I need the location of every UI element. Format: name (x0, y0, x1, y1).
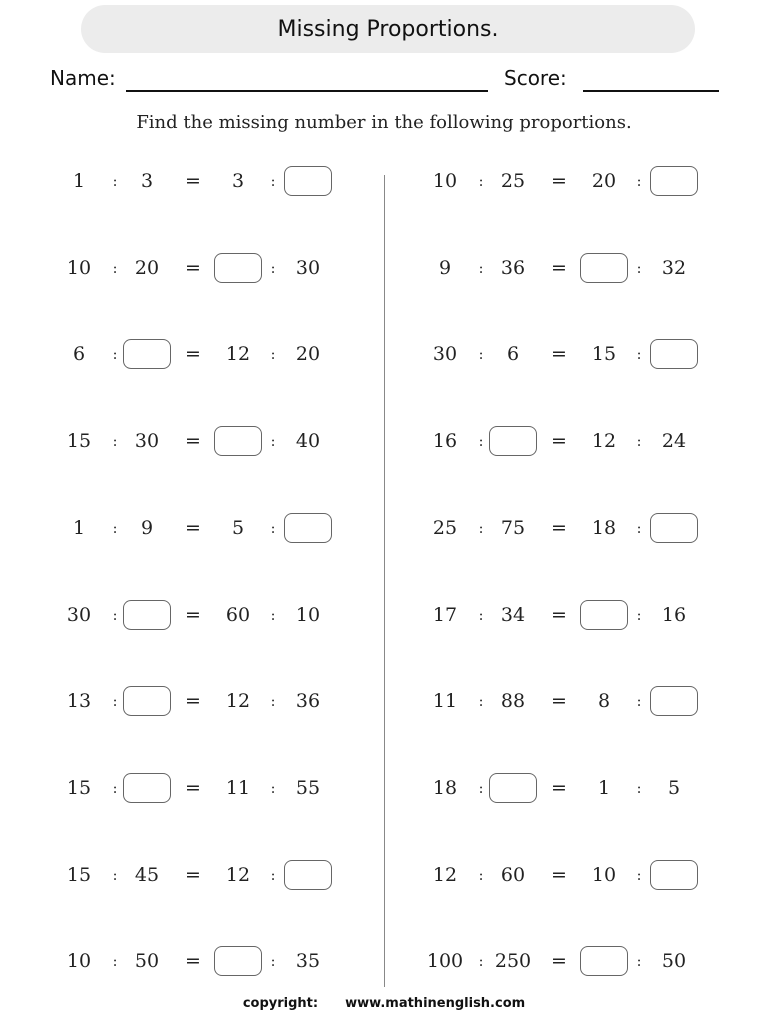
ratio-term: 15 (66, 430, 92, 453)
ratio-term: 12 (591, 430, 617, 453)
answer-box[interactable] (650, 860, 698, 890)
ratio-term: 3 (231, 170, 245, 192)
ratio-colon: : (112, 605, 118, 624)
ratio-colon: : (112, 865, 118, 884)
ratio-term: 30 (66, 603, 92, 626)
ratio-term: 12 (225, 863, 251, 886)
answer-box[interactable] (284, 513, 332, 543)
ratio-colon: : (478, 432, 484, 451)
ratio-colon: : (270, 865, 276, 884)
ratio-colon: : (270, 345, 276, 364)
ratio-colon: : (478, 952, 484, 971)
ratio-term: 11 (225, 776, 251, 799)
ratio-term: 1 (72, 170, 86, 192)
ratio-term: 15 (66, 863, 92, 886)
answer-box[interactable] (650, 339, 698, 369)
ratio-term: 20 (134, 256, 160, 279)
instructions: Find the missing number in the following proportions. (136, 112, 632, 133)
ratio-term: 25 (500, 170, 526, 192)
ratio-term: 25 (432, 516, 458, 539)
ratio-term: 50 (134, 950, 160, 973)
ratio-colon: : (636, 258, 642, 277)
ratio-colon: : (112, 692, 118, 711)
ratio-term: 1 (72, 516, 86, 539)
equals-sign: = (185, 256, 201, 279)
ratio-term: 75 (500, 516, 526, 539)
ratio-term: 88 (500, 690, 526, 713)
ratio-colon: : (270, 518, 276, 537)
ratio-term: 32 (661, 256, 687, 279)
answer-box[interactable] (214, 253, 262, 283)
equals-sign: = (185, 776, 201, 799)
ratio-term: 30 (432, 343, 458, 366)
equals-sign: = (185, 170, 201, 192)
answer-box[interactable] (580, 600, 628, 630)
ratio-colon: : (112, 518, 118, 537)
ratio-colon: : (478, 865, 484, 884)
worksheet-title (81, 5, 695, 53)
ratio-colon: : (636, 518, 642, 537)
ratio-term: 1 (597, 776, 611, 799)
equals-sign: = (551, 863, 567, 886)
ratio-term: 6 (72, 343, 86, 366)
ratio-term: 16 (432, 430, 458, 453)
ratio-colon: : (636, 952, 642, 971)
ratio-colon: : (112, 258, 118, 277)
answer-box[interactable] (284, 166, 332, 196)
ratio-term: 10 (295, 603, 321, 626)
ratio-term: 100 (426, 950, 464, 973)
score-field-line[interactable] (583, 90, 719, 92)
ratio-term: 18 (432, 776, 458, 799)
equals-sign: = (551, 343, 567, 366)
ratio-term: 40 (295, 430, 321, 453)
ratio-term: 3 (140, 170, 154, 192)
answer-box[interactable] (123, 339, 171, 369)
ratio-colon: : (636, 432, 642, 451)
ratio-term: 16 (661, 603, 687, 626)
ratio-term: 250 (494, 950, 532, 973)
ratio-colon: : (478, 692, 484, 711)
score-label: Score: (504, 66, 567, 90)
ratio-colon: : (636, 865, 642, 884)
ratio-colon: : (112, 432, 118, 451)
ratio-term: 5 (231, 516, 245, 539)
ratio-colon: : (270, 172, 276, 190)
equals-sign: = (185, 603, 201, 626)
ratio-term: 10 (591, 863, 617, 886)
name-score-row (50, 66, 720, 96)
equals-sign: = (185, 343, 201, 366)
ratio-colon: : (636, 345, 642, 364)
footer (0, 996, 768, 1011)
ratio-term: 15 (591, 343, 617, 366)
ratio-colon: : (270, 258, 276, 277)
ratio-colon: : (478, 172, 484, 190)
ratio-term: 18 (591, 516, 617, 539)
ratio-term: 10 (66, 256, 92, 279)
ratio-term: 20 (295, 343, 321, 366)
ratio-term: 10 (432, 170, 458, 192)
ratio-colon: : (636, 692, 642, 711)
ratio-colon: : (270, 605, 276, 624)
ratio-term: 15 (66, 776, 92, 799)
answer-box[interactable] (214, 946, 262, 976)
ratio-term: 34 (500, 603, 526, 626)
answer-box[interactable] (123, 773, 171, 803)
ratio-colon: : (112, 345, 118, 364)
ratio-term: 10 (66, 950, 92, 973)
ratio-term: 45 (134, 863, 160, 886)
equals-sign: = (185, 950, 201, 973)
answer-box[interactable] (650, 166, 698, 196)
copyright-label: copyright: (242, 996, 319, 1011)
ratio-colon: : (636, 605, 642, 624)
equals-sign: = (551, 516, 567, 539)
ratio-colon: : (112, 952, 118, 971)
equals-sign: = (551, 256, 567, 279)
equals-sign: = (185, 430, 201, 453)
ratio-term: 24 (661, 430, 687, 453)
ratio-term: 36 (500, 256, 526, 279)
answer-box[interactable] (214, 426, 262, 456)
copyright-site: www.mathinenglish.com (345, 996, 526, 1011)
answer-box[interactable] (123, 600, 171, 630)
equals-sign: = (551, 603, 567, 626)
ratio-colon: : (478, 258, 484, 277)
answer-box[interactable] (284, 860, 332, 890)
ratio-colon: : (636, 172, 642, 190)
ratio-term: 20 (591, 170, 617, 192)
equals-sign: = (551, 690, 567, 713)
ratio-colon: : (478, 518, 484, 537)
ratio-term: 13 (66, 690, 92, 713)
ratio-term: 12 (432, 863, 458, 886)
name-field-line[interactable] (126, 90, 488, 92)
ratio-term: 30 (134, 430, 160, 453)
answer-box[interactable] (123, 686, 171, 716)
answer-box[interactable] (489, 773, 537, 803)
equals-sign: = (185, 516, 201, 539)
equals-sign: = (551, 776, 567, 799)
ratio-term: 12 (225, 343, 251, 366)
equals-sign: = (551, 430, 567, 453)
ratio-term: 50 (661, 950, 687, 973)
ratio-colon: : (270, 952, 276, 971)
ratio-term: 12 (225, 690, 251, 713)
ratio-term: 9 (140, 516, 154, 539)
ratio-term: 11 (432, 690, 458, 713)
ratio-colon: : (478, 345, 484, 364)
answer-box[interactable] (650, 686, 698, 716)
name-label: Name: (50, 66, 116, 90)
ratio-term: 9 (438, 256, 452, 279)
equals-sign: = (185, 863, 201, 886)
ratio-term: 5 (667, 776, 681, 799)
ratio-term: 8 (597, 690, 611, 713)
ratio-term: 17 (432, 603, 458, 626)
ratio-colon: : (112, 172, 118, 190)
ratio-term: 6 (506, 343, 520, 366)
column-divider (384, 175, 385, 987)
ratio-colon: : (478, 605, 484, 624)
equals-sign: = (551, 950, 567, 973)
ratio-colon: : (270, 778, 276, 797)
answer-box[interactable] (580, 253, 628, 283)
ratio-colon: : (478, 778, 484, 797)
ratio-term: 55 (295, 776, 321, 799)
ratio-term: 60 (225, 603, 251, 626)
ratio-term: 36 (295, 690, 321, 713)
answer-box[interactable] (489, 426, 537, 456)
ratio-colon: : (270, 692, 276, 711)
equals-sign: = (185, 690, 201, 713)
ratio-term: 30 (295, 256, 321, 279)
ratio-colon: : (270, 432, 276, 451)
ratio-colon: : (112, 778, 118, 797)
equals-sign: = (551, 170, 567, 192)
answer-box[interactable] (580, 946, 628, 976)
ratio-term: 60 (500, 863, 526, 886)
ratio-colon: : (636, 778, 642, 797)
title-text: Missing Proportions. (277, 16, 499, 42)
ratio-term: 35 (295, 950, 321, 973)
answer-box[interactable] (650, 513, 698, 543)
